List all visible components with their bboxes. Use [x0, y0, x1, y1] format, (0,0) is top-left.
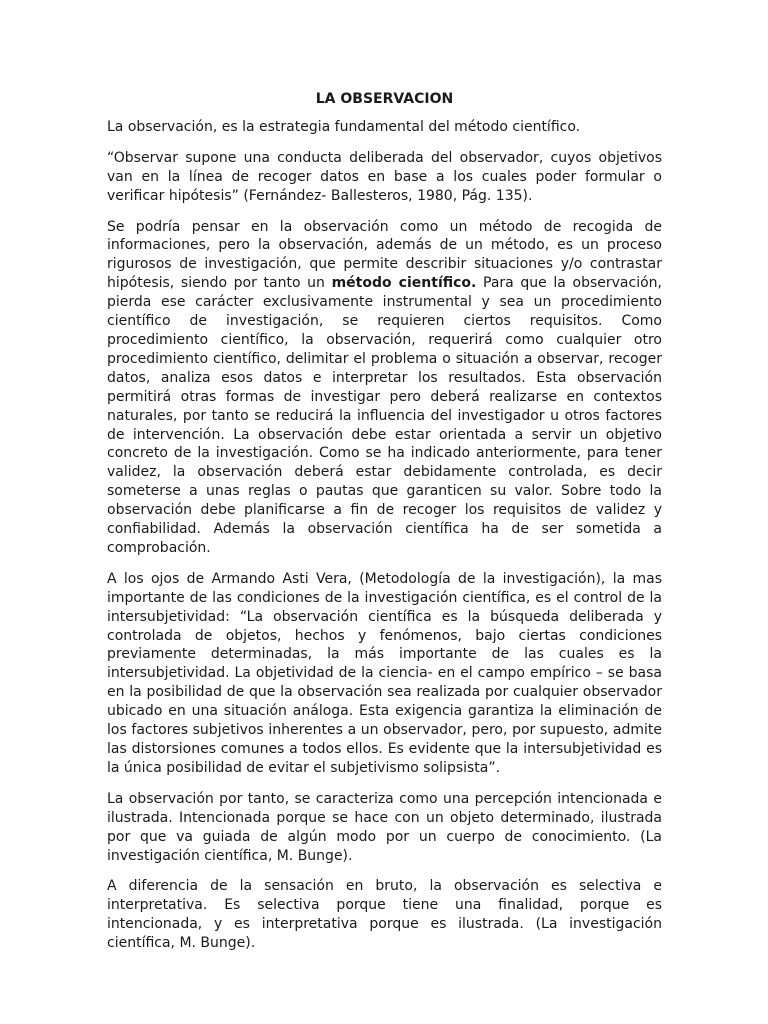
document-title: LA OBSERVACION	[315, 91, 454, 107]
paragraph-asti-vera: A los ojos de Armando Asti Vera, (Metodología de la investigación), la mas importante de las condiciones de la investigación científica, es el control de la intersubjetividad: “La observación científica es la búsqueda deliberada y controlada de objetos, hechos y fenómenos, bajo ciertas condiciones previamente determinadas, la más importante de las cuales es la intersubjetividad. La objetividad de la ciencia- en el campo empírico – se basa en la posibilidad de que la observación sea realizada por cualquier observador ubicado en una situación análoga. Esta exigencia garantiza la eliminación de los factores subjetivos inherentes a un observador, pero, por supuesto, admite las distorsiones comunes a todos ellos. Es evidente que la intersubjetividad es la única posibilidad de evitar el subjetivismo solipsista”.	[107, 570, 662, 776]
paragraph-scientific-method	[107, 218, 662, 558]
paragraph-intro: La observación, es la estrategia fundamental del método científico.	[107, 118, 581, 135]
bold-term-metodo-cientifico: método científico.	[331, 275, 477, 292]
paragraph-text-after-bold: Para que la observación, pierda ese carácter exclusivamente instrumental y sea un procedimiento científico de investigación, se requieren ciertos requisitos. Como procedimiento científico, la observación, requerirá como cualquier otro procedimiento científico, delimitar el problema o situación a observar, recoger datos, analiza esos datos e interpretar los resultados. Esta observación permitirá otras formas de investigar pero deberá realizarse en contextos naturales, por tanto se reducirá la influencia del investigador u otros factores de intervención. La observación debe estar orientada a servir un objetivo concreto de la investigación. Como se ha indicado anteriormente, para tener validez, la observación deberá estar debidamente controlada, es decir someterse a unas reglas o pautas que garanticen su valor. Sobre todo la observación debe planificarse a fin de recoger los requisitos de validez y confiabilidad. Además la observación científica ha de ser sometida a comprobación.	[107, 275, 662, 556]
paragraph-quote-fernandez: “Observar supone una conducta deliberada del observador, cuyos objetivos van en la línea de recoger datos en base a los cuales poder formular o verificar hipótesis” (Fernández- Ballesteros, 1980, Pág. 135).	[107, 149, 662, 204]
document-page	[107, 90, 662, 965]
paragraph-selectiva-interpretativa: A diferencia de la sensación en bruto, la observación es selectiva e interpretativa. Es selectiva porque tiene una finalidad, porque es intencionada, y es interpretativa porque es ilustrada. (La investigación científica, M. Bunge).	[107, 878, 662, 952]
paragraph-percepcion-intencionada: La observación por tanto, se caracteriza como una percepción intencionada e ilustrada. Intencionada porque se hace con un objeto determinado, ilustrada por que va guiada de algún modo por un cuerpo de conocimiento. (La investigación científica, M. Bunge).	[107, 790, 662, 864]
paragraph-text-before-bold: Se podría pensar en la observación como un método de recogida de informaciones, pero la observación, además de un método, es un proceso rigurosos de investigación, que permite describir situaciones y/o contrastar hipótesis, siendo por tanto un	[107, 218, 662, 292]
